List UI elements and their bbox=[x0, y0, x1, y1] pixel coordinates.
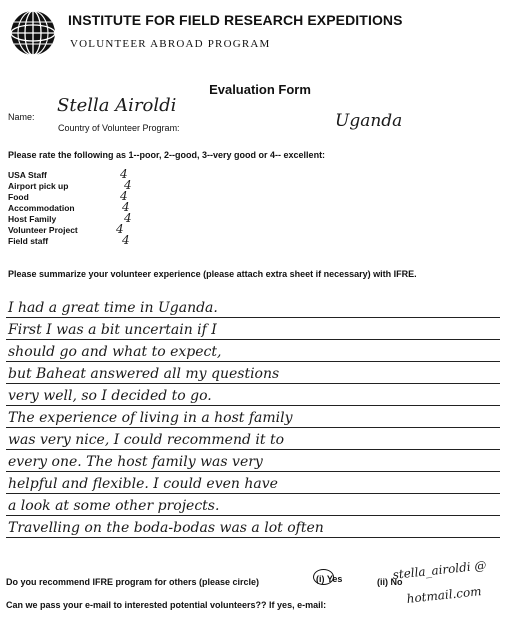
rating-label: Field staff bbox=[8, 236, 49, 246]
recommend-no-option[interactable]: (ii) No bbox=[377, 577, 403, 587]
rating-label: Volunteer Project bbox=[8, 225, 78, 235]
rating-row bbox=[8, 178, 208, 192]
summary-text: I had a great time in Uganda. bbox=[8, 300, 218, 316]
summary-line bbox=[6, 340, 500, 362]
rating-value: 4 bbox=[120, 167, 128, 181]
summary-text: was very nice, I could recommend it to bbox=[8, 432, 285, 448]
globe-logo-icon bbox=[8, 8, 58, 58]
summary-line bbox=[6, 318, 500, 340]
form-title: Evaluation Form bbox=[209, 82, 311, 97]
rating-row bbox=[8, 200, 208, 214]
recommend-question: Do you recommend IFRE program for others (please circle) bbox=[6, 577, 260, 587]
summary-text: First I was a bit uncertain if I bbox=[8, 322, 217, 338]
rating-value: 4 bbox=[122, 200, 130, 214]
summary-line bbox=[6, 406, 500, 428]
summary-line bbox=[6, 362, 500, 384]
summary-text: very well, so I decided to go. bbox=[8, 388, 212, 404]
summary-text: but Baheat answered all my questions bbox=[8, 366, 280, 382]
summary-line bbox=[6, 428, 500, 450]
summary-line bbox=[6, 450, 500, 472]
recommend-yes-option[interactable]: (i) Yes bbox=[316, 574, 343, 584]
rating-row bbox=[8, 211, 208, 225]
rating-row bbox=[8, 233, 208, 247]
rating-value: 4 bbox=[116, 222, 124, 236]
rating-label: Airport pick up bbox=[8, 181, 69, 191]
rating-value: 4 bbox=[124, 211, 132, 225]
rating-prompt: Please rate the following as 1--poor, 2--good, 3--very good or 4-- excellent: bbox=[8, 150, 326, 160]
rating-row bbox=[8, 189, 208, 203]
summary-line bbox=[6, 472, 500, 494]
email-value-line1: stella_airoldi @ bbox=[392, 558, 487, 582]
summary-text: Travelling on the boda-bodas was a lot often bbox=[8, 520, 324, 536]
summary-lines bbox=[6, 296, 500, 538]
summary-text: helpful and flexible. I could even have bbox=[8, 476, 278, 492]
rating-value: 4 bbox=[124, 178, 132, 192]
name-value: Stella Airoldi bbox=[57, 95, 177, 116]
rating-value: 4 bbox=[122, 233, 130, 247]
name-label: Name: bbox=[8, 112, 35, 122]
country-label: Country of Volunteer Program: bbox=[58, 123, 180, 133]
summary-text: a look at some other projects. bbox=[8, 498, 220, 514]
rating-row bbox=[8, 222, 208, 236]
institute-subtitle: VOLUNTEER ABROAD PROGRAM bbox=[70, 38, 271, 50]
summary-text: every one. The host family was very bbox=[8, 454, 263, 470]
summary-prompt: Please summarize your volunteer experience (please attach extra sheet if necessary) with IFRE. bbox=[8, 269, 417, 279]
summary-line bbox=[6, 384, 500, 406]
summary-text: should go and what to expect, bbox=[8, 344, 222, 360]
summary-line bbox=[6, 296, 500, 318]
summary-line bbox=[6, 516, 500, 538]
ratings-list bbox=[8, 167, 208, 247]
email-value-line2: hotmail.com bbox=[406, 584, 483, 606]
rating-label: USA Staff bbox=[8, 170, 47, 180]
rating-label: Host Family bbox=[8, 214, 57, 224]
rating-row bbox=[8, 167, 208, 181]
institute-title: INSTITUTE FOR FIELD RESEARCH EXPEDITIONS bbox=[68, 12, 403, 28]
country-value: Uganda bbox=[335, 111, 403, 131]
email-question: Can we pass your e-mail to interested potential volunteers?? If yes, e-mail: bbox=[6, 600, 327, 610]
summary-line bbox=[6, 494, 500, 516]
rating-value: 4 bbox=[120, 189, 128, 203]
rating-label: Food bbox=[8, 192, 29, 202]
rating-label: Accommodation bbox=[8, 203, 75, 213]
summary-text: The experience of living in a host family bbox=[8, 410, 293, 426]
